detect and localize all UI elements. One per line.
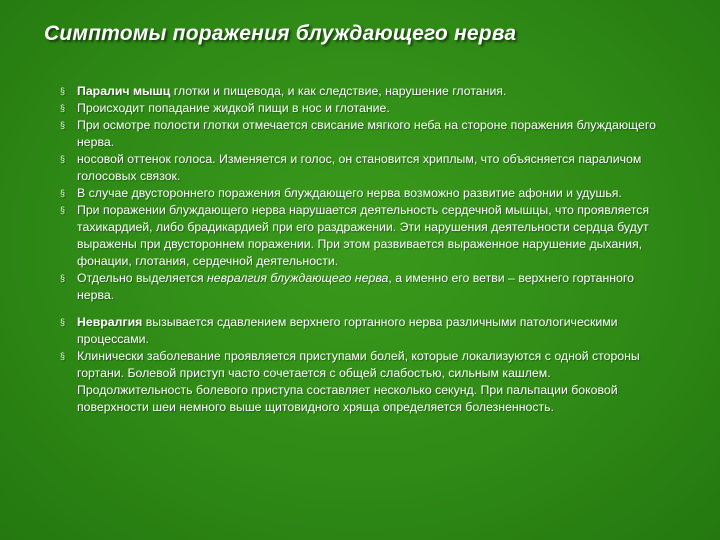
bullet-icon: §	[60, 86, 66, 96]
bullet-list	[60, 83, 660, 416]
item-text-post: , а именно его ветви – верхнего гортанного нерва.	[77, 271, 634, 302]
bullet-icon: §	[60, 273, 66, 283]
list-item	[60, 314, 660, 348]
bullet-icon: §	[60, 205, 66, 215]
list-item	[60, 185, 660, 202]
bullet-icon: §	[60, 103, 66, 113]
list-item	[60, 348, 660, 416]
item-text: носовой оттенок голоса. Изменяется и голос, он становится хриплым, что объясняется параличом голосовых связок.	[77, 152, 642, 183]
item-text-pre: Отдельно выделяется	[77, 271, 207, 285]
item-lead: Невралгия	[77, 315, 143, 329]
item-text: При осмотре полости глотки отмечается свисание мягкого неба на стороне поражения блуждающего нерва.	[77, 118, 656, 149]
list-item	[60, 100, 660, 117]
item-text: вызывается сдавлением верхнего гортанного нерва различными патологическими процессами.	[77, 315, 618, 346]
list-item	[60, 270, 660, 304]
item-text: глотки и пищевода, и как следствие, нарушение глотания.	[170, 84, 507, 98]
item-lead: Паралич мышц	[77, 84, 171, 98]
item-emphasis: невралгия блуждающего нерва	[206, 271, 389, 285]
bullet-icon: §	[60, 351, 66, 361]
list-item	[60, 117, 660, 151]
item-text: Происходит попадание жидкой пищи в нос и глотание.	[77, 101, 390, 115]
bullet-icon: §	[60, 317, 66, 327]
slide-title: Симптомы поражения блуждающего нерва	[44, 22, 517, 45]
list-item	[60, 83, 660, 100]
bullet-icon: §	[60, 188, 66, 198]
list-item	[60, 202, 660, 270]
bullet-icon: §	[60, 154, 66, 164]
bullet-icon: §	[60, 120, 66, 130]
item-text: При поражении блуждающего нерва нарушается деятельность сердечной мышцы, что проявляется тахикардией, либо брадикардией при его раздражении. Эти нарушения деятельности сердца будут выражены при двустороннем поражении. При этом развивается выраженное нарушение дыхания, фонации, глотания, сердечной деятельности.	[77, 203, 650, 268]
item-text: В случае двустороннего поражения блуждающего нерва возможно развитие афонии и удушья.	[77, 186, 622, 200]
item-text: Клинически заболевание проявляется приступами болей, которые локализуются с одной стороны гортани. Болевой приступ часто сочетается с общей слабостью, сильным кашлем. Продолжительность болевого приступа составляет несколько секунд. При пальпации боковой поверхности шеи немного выше щитовидного хряща определяется болезненность.	[77, 349, 640, 414]
list-item	[60, 151, 660, 185]
